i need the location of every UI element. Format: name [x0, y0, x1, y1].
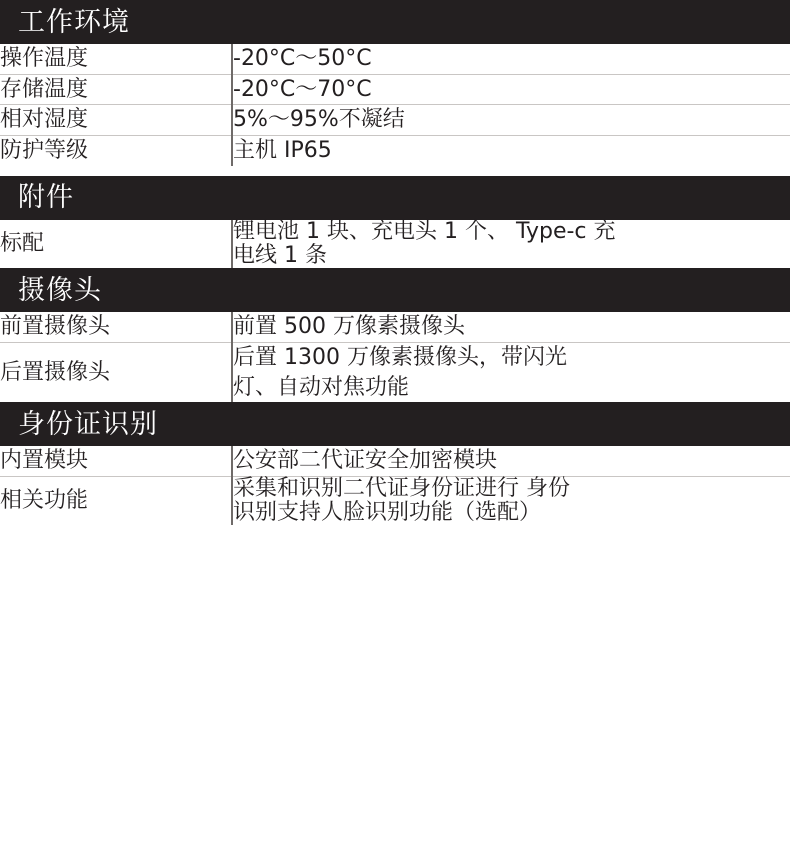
- row-label: 相关功能: [0, 488, 89, 514]
- spec-table-camera: [0, 312, 790, 402]
- section-header-camera: [0, 268, 790, 312]
- row-value: 公安部二代证安全加密模块: [232, 446, 790, 476]
- section-title: 身份证识别: [18, 408, 158, 440]
- row-value: [232, 220, 790, 268]
- row-value-line: 灯、自动对焦功能: [233, 374, 410, 400]
- row-value: [232, 342, 790, 402]
- row-value: [232, 476, 790, 525]
- row-label: 后置摄像头: [0, 359, 111, 385]
- spec-table-id-card-recognition: [0, 446, 790, 525]
- row-value: 前置 500 万像素摄像头: [232, 312, 790, 342]
- table-row: [0, 342, 790, 402]
- table-row: [0, 476, 790, 525]
- row-label: 存储温度: [0, 74, 232, 105]
- section-header-id-card-recognition: [0, 402, 790, 446]
- row-label: 内置模块: [0, 446, 232, 476]
- section-header-work-environment: [0, 0, 790, 44]
- row-value-line: 采集和识别二代证身份证进行 身份: [233, 475, 570, 501]
- row-label: 防护等级: [0, 138, 89, 164]
- table-row: [0, 136, 790, 166]
- row-label: 标配: [0, 231, 45, 257]
- table-row: [0, 446, 790, 476]
- section-title: 附件: [18, 182, 74, 214]
- table-row: [0, 44, 790, 74]
- row-value-line: 后置 1300 万像素摄像头，带闪光: [233, 344, 567, 370]
- row-value: 主机 IP65: [232, 136, 790, 166]
- row-value: 5%～95%不凝结: [232, 105, 790, 136]
- row-label: 相对湿度: [0, 105, 232, 136]
- row-value: -20°C～50°C: [232, 44, 790, 74]
- section-spacer: [0, 166, 790, 176]
- row-value-line: 锂电池 1 块、充电头 1 个、 Type-c 充: [233, 218, 616, 244]
- section-title: 摄像头: [18, 274, 102, 306]
- row-value-line: 识别支持人脸识别功能（选配）: [233, 500, 542, 526]
- spec-table-work-environment: [0, 44, 790, 176]
- table-row: [0, 74, 790, 105]
- row-value: -20°C～70°C: [232, 74, 790, 105]
- table-row: [0, 312, 790, 342]
- table-row: [0, 105, 790, 136]
- section-title: 工作环境: [18, 6, 130, 38]
- row-label: 操作温度: [0, 44, 232, 74]
- row-label: 前置摄像头: [0, 312, 232, 342]
- section-header-accessories: [0, 176, 790, 220]
- spec-table-accessories: [0, 220, 790, 268]
- row-value-line: 电线 1 条: [233, 242, 327, 268]
- table-row: [0, 220, 790, 268]
